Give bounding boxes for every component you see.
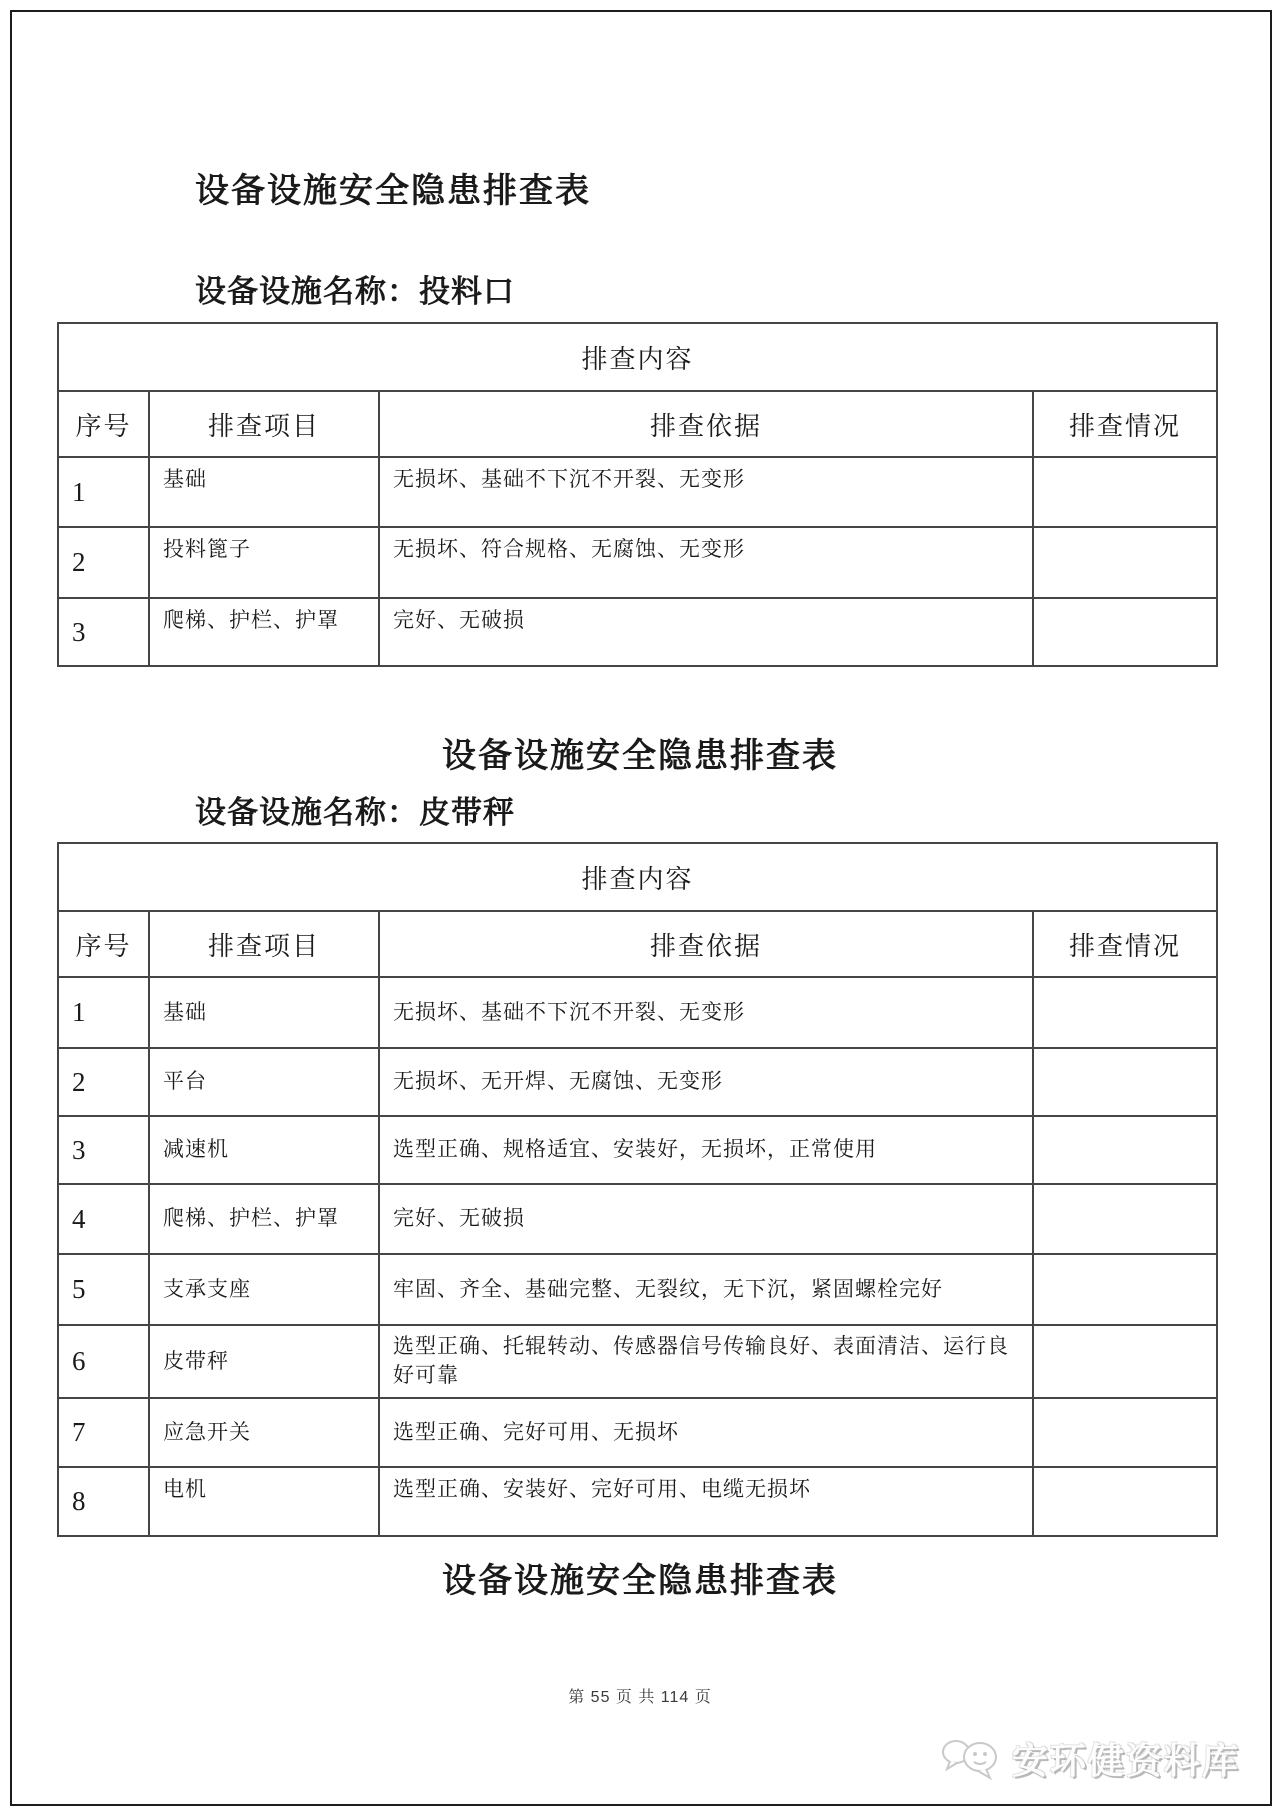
row-status-cell: [1033, 1325, 1217, 1398]
chat-bubbles-icon: [940, 1735, 1002, 1783]
row-item: 爬梯、护栏、护罩: [149, 598, 379, 666]
row-status-cell: [1033, 1467, 1217, 1536]
row-item: 基础: [149, 457, 379, 527]
row-basis: 完好、无破损: [379, 1184, 1033, 1254]
row-status-cell: [1033, 1398, 1217, 1467]
section2-subtitle: 设备设施名称：皮带秤: [195, 795, 515, 830]
row-basis: 无损坏、符合规格、无腐蚀、无变形: [379, 527, 1033, 598]
row-no: 5: [58, 1254, 149, 1325]
row-status-cell: [1033, 1048, 1217, 1116]
table1-column-header-row: [58, 391, 1217, 457]
page-number: 第 55 页 共 114 页: [568, 1689, 712, 1706]
row-item: 平台: [149, 1048, 379, 1116]
table1-content-header: 排查内容: [58, 323, 1217, 391]
row-basis: 无损坏、无开焊、无腐蚀、无变形: [379, 1048, 1033, 1116]
row-item: 爬梯、护栏、护罩: [149, 1184, 379, 1254]
table-row: [58, 1116, 1217, 1184]
row-basis: 无损坏、基础不下沉不开裂、无变形: [379, 977, 1033, 1048]
table-row: [58, 1325, 1217, 1398]
row-no: 4: [58, 1184, 149, 1254]
table-row: [58, 1254, 1217, 1325]
row-item: 支承支座: [149, 1254, 379, 1325]
row-item: 电机: [149, 1467, 379, 1536]
row-no: 8: [58, 1467, 149, 1536]
table2-column-header-row: [58, 911, 1217, 977]
row-basis: 选型正确、规格适宜、安装好，无损坏，正常使用: [379, 1116, 1033, 1184]
row-status-cell: [1033, 457, 1217, 527]
table2-content-header-row: [58, 843, 1217, 911]
row-basis: 完好、无破损: [379, 598, 1033, 666]
table2-content-header: 排查内容: [58, 843, 1217, 911]
section2-title: 设备设施安全隐患排查表: [442, 738, 838, 775]
row-no: 6: [58, 1325, 149, 1398]
row-status-cell: [1033, 598, 1217, 666]
row-basis: 选型正确、完好可用、无损坏: [379, 1398, 1033, 1467]
row-status-cell: [1033, 1184, 1217, 1254]
row-no: 3: [58, 1116, 149, 1184]
row-no: 2: [58, 1048, 149, 1116]
section3-title: 设备设施安全隐患排查表: [442, 1563, 838, 1600]
row-status-cell: [1033, 1116, 1217, 1184]
table-row: [58, 1398, 1217, 1467]
table-row: [58, 977, 1217, 1048]
row-basis: 牢固、齐全、基础完整、无裂纹，无下沉，紧固螺栓完好: [379, 1254, 1033, 1325]
row-no: 2: [58, 527, 149, 598]
row-item: 减速机: [149, 1116, 379, 1184]
table-row: [58, 1048, 1217, 1116]
row-basis: 无损坏、基础不下沉不开裂、无变形: [379, 457, 1033, 527]
table1-col-item: 排查项目: [149, 391, 379, 457]
table1-col-basis: 排查依据: [379, 391, 1033, 457]
table1-col-no: 序号: [58, 391, 149, 457]
row-item: 应急开关: [149, 1398, 379, 1467]
section1-title: 设备设施安全隐患排查表: [195, 173, 591, 210]
row-no: 1: [58, 977, 149, 1048]
table2-col-basis: 排查依据: [379, 911, 1033, 977]
row-basis: 选型正确、托辊转动、传感器信号传输良好、表面清洁、运行良好可靠: [379, 1325, 1033, 1398]
table2-col-item: 排查项目: [149, 911, 379, 977]
table-row: [58, 1467, 1217, 1536]
watermark-text: 安环健资料库: [1011, 1741, 1240, 1781]
row-status-cell: [1033, 527, 1217, 598]
section1-subtitle: 设备设施名称：投料口: [195, 274, 515, 309]
row-no: 7: [58, 1398, 149, 1467]
inspection-table-2: [57, 842, 1218, 1537]
row-status-cell: [1033, 1254, 1217, 1325]
row-item: 投料篦子: [149, 527, 379, 598]
row-item: 皮带秤: [149, 1325, 379, 1398]
table-row: [58, 527, 1217, 598]
table2-col-no: 序号: [58, 911, 149, 977]
table2-col-status: 排查情况: [1033, 911, 1217, 977]
table-row: [58, 457, 1217, 527]
table-row: [58, 598, 1217, 666]
row-basis: 选型正确、安装好、完好可用、电缆无损坏: [379, 1467, 1033, 1536]
row-item: 基础: [149, 977, 379, 1048]
table1-col-status: 排查情况: [1033, 391, 1217, 457]
row-no: 3: [58, 598, 149, 666]
row-no: 1: [58, 457, 149, 527]
table1-content-header-row: [58, 323, 1217, 391]
table-row: [58, 1184, 1217, 1254]
watermark: [940, 1733, 1240, 1784]
row-status-cell: [1033, 977, 1217, 1048]
inspection-table-1: [57, 322, 1218, 667]
